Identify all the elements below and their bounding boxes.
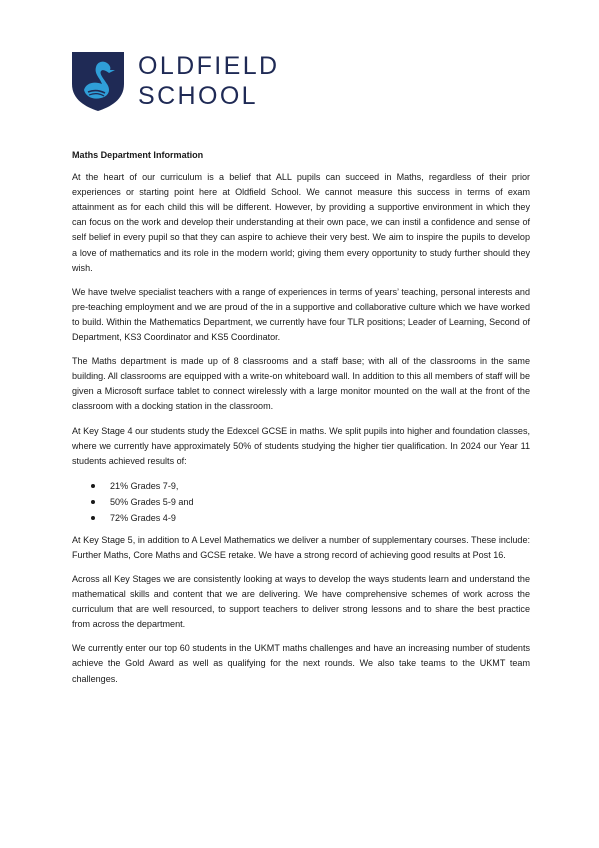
list-item-text: 72% Grades 4-9 (110, 512, 176, 523)
document-heading: Maths Department Information (72, 150, 204, 160)
paragraph-teachers: We have twelve specialist teachers with a range of experiences in terms of years’ teaching, personal interests and pre-teaching employment and we are proud of the in a supportive and collaborative culture which we have worked to build. Within the Mathematics Department, we currently have four TLR positions; Leader of Learning, Second of Department, KS3 Coordinator and KS5 Coordinator. (72, 286, 530, 343)
school-name-line2: SCHOOL (138, 81, 258, 110)
school-logo (70, 50, 279, 112)
list-item (72, 494, 530, 510)
swan-crest-icon (70, 50, 126, 112)
document-body (72, 148, 530, 696)
results-list (72, 478, 530, 526)
list-item (72, 510, 530, 526)
list-item-text: 50% Grades 5-9 and (110, 496, 194, 507)
school-wordmark (138, 51, 280, 110)
list-item (72, 478, 530, 494)
bullet-icon (91, 500, 95, 504)
paragraph-key-stage-5: At Key Stage 5, in addition to A Level Mathematics we deliver a number of supplementary courses. These include: Further Maths, Core Maths and GCSE retake. We have a strong record of achieving good results at Post 16. (72, 534, 530, 560)
paragraph-curriculum: At the heart of our curriculum is a belief that ALL pupils can succeed in Maths, regardless of their prior experiences or starting point here at Oldfield School. We cannot measure this success in terms of exam attainment as for each child this will be different. However, by providing a supportive environment in which they can focus on the work and develop their understanding at their own pace, we can instil a confidence and sense of self belief in every pupil so that they can aspire to achieve their very best. We aim to inspire the pupils to develop a love of mathematics and its role in the modern world; giving them every opportunity to study further should they wish. (72, 172, 530, 273)
school-name-line1: OLDFIELD (138, 51, 280, 80)
paragraph-key-stage-4: At Key Stage 4 our students study the Edexcel GCSE in maths. We split pupils into higher and foundation classes, where we currently have approximately 50% of students studying the higher tier qualification. In 2024 our Year 11 students achieved results of: (72, 425, 530, 466)
paragraph-ukmt: We currently enter our top 60 students in the UKMT maths challenges and have an increasing number of students achieve the Gold Award as well as qualifying for the next rounds. We also take teams to the UKMT team challenges. (72, 643, 530, 684)
bullet-icon (91, 516, 95, 520)
bullet-icon (91, 484, 95, 488)
paragraph-classrooms: The Maths department is made up of 8 classrooms and a staff base; with all of the classrooms in the same building. All classrooms are equipped with a write-on whiteboard wall. In addition to this all members of staff will be given a Microsoft surface tablet to connect wirelessly with a large monitor mounted on the wall at the front of the classroom with a docking station in the classroom. (72, 356, 530, 412)
paragraph-all-key-stages: Across all Key Stages we are consistently looking at ways to develop the ways students learn and understand the mathematical skills and content that we are delivering. We have comprehensive schemes of work across the curriculum that are well resourced, to support teachers to deliver strong lessons and to share the best practice from across the department. (72, 573, 530, 630)
list-item-text: 21% Grades 7-9, (110, 480, 179, 491)
